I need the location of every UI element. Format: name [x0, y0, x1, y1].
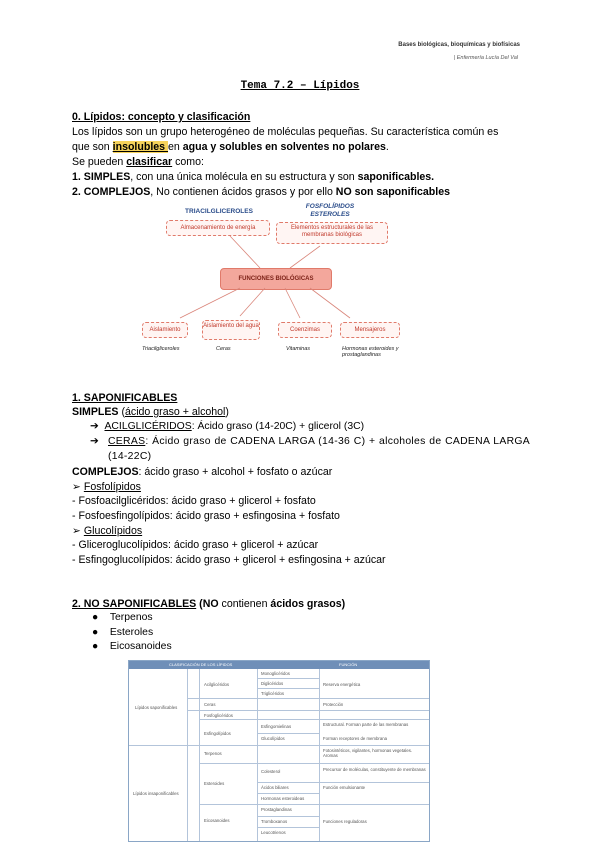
section1-acilgliceridos: ➔ ACILGLICÉRIDOS: Ácido graso (14-20C) + glicerol (3C): [90, 421, 365, 432]
diagram-box-center: FUNCIONES BIOLÓGICAS: [220, 268, 332, 290]
section2-list-item: ● Eicosanoides: [92, 641, 172, 652]
section0-heading: 0. Lípidos: concepto y clasificación: [72, 111, 251, 123]
arrow-to-energy: [230, 236, 260, 268]
section1-fosfo-1: - Fosfoacilglicéridos: ácido graso + glicerol + fosfato: [72, 495, 316, 507]
table-cell: Función emulsionante: [323, 785, 366, 790]
table-cell: Esteroides: [204, 781, 225, 786]
table-cell: Lípidos saponificables: [135, 705, 178, 710]
diagram-sub-ceras: Ceras: [216, 346, 231, 352]
table-header-row: [129, 661, 429, 669]
table-cell: Estructural. Forman parte de las membranas: [323, 722, 409, 727]
section1-ceras: ➔ CERAS: Ácido graso de CADENA LARGA (14-36 C) + alcoholes de CADENA LARGA (14-22C): [90, 435, 530, 465]
table-cell: Funciones reguladoras: [323, 819, 367, 824]
table-cell: Triglicéridos: [261, 691, 285, 696]
arrow-to-structural: [290, 246, 320, 268]
course-header: Bases biológicas, bioquímicas y biofísicas: [398, 42, 520, 48]
section1-simples: SIMPLES (ácido graso + alcohol): [72, 406, 229, 418]
diagram-box-aislamiento: Aislamiento: [142, 322, 188, 338]
lipid-classification-table: [128, 660, 430, 842]
section1-heading: 1. SAPONIFICABLES: [72, 392, 178, 404]
diagram-label-triacilgliceroles: TRIACILGLICEROLES: [185, 208, 253, 215]
table-header-function: FUNCIÓN: [339, 662, 358, 667]
table-cell: Forman receptores de membrana: [323, 736, 388, 741]
table-cell: Terpenos: [204, 751, 222, 756]
section1-glucolipidos-heading: ➢ Glucolípidos: [72, 525, 143, 537]
table-cell: Glucolípidos: [261, 736, 285, 741]
table-cell: Ácidos biliares: [261, 785, 289, 790]
table-cell: Monoglicéridos: [261, 671, 290, 676]
arrow-icon: ➔: [90, 436, 99, 447]
table-cell: Ceras: [204, 702, 216, 707]
table-cell: Leucotrienos: [261, 830, 286, 835]
diagram-label-esteroles: ESTEROLES: [310, 211, 350, 218]
section1-gluco-2: - Esfingoglucolípidos: ácido graso + glicerol + esfingosina + azúcar: [72, 554, 386, 566]
diagram-box-mensajeros: Mensajeros: [340, 322, 400, 338]
section2-list-item: ● Terpenos: [92, 612, 153, 623]
diagram-sub-vitaminas: Vitaminas: [286, 346, 311, 352]
table-cell: Diglicéridos: [261, 681, 284, 686]
table-cell: Hormonas esteroideas: [261, 796, 305, 801]
section1-gluco-1: - Gliceroglucolípidos: ácido graso + glicerol + azúcar: [72, 539, 319, 551]
section0-list-complejos: 2. COMPLEJOS, No contienen ácidos grasos y por ello NO son saponificables: [72, 186, 451, 198]
arrow-to-mensajeros: [310, 288, 350, 318]
table-cell: Precursor de moléculas, constituyente de membranas: [323, 767, 426, 772]
section0-list-simples: 1. SIMPLES, con una única molécula en su estructura y son saponificables.: [72, 171, 435, 183]
diagram-label-fosfolipidos: FOSFOLÍPIDOS: [305, 203, 355, 210]
arrow-to-coenzimas: [285, 288, 300, 318]
diagram-arrows: [140, 202, 430, 362]
arrow-to-agua: [240, 288, 265, 316]
table-cell: Esfingomielinas: [261, 724, 292, 729]
table-cell: Lípidos insaponificables: [133, 791, 179, 796]
table-cell: Tromboxanos: [261, 819, 288, 824]
diagram-sub-hormonas: Hormonas esteroides y prostaglandinas: [342, 346, 399, 358]
table-cell: Acilglicéridos: [204, 682, 230, 687]
table-cell: Protección: [323, 702, 344, 707]
table-cell: Fosfoglicéridos: [204, 713, 233, 718]
section0-paragraph-2: que son insolubles en agua y solubles en solventes no polares.: [72, 141, 389, 153]
triangle-bullet-icon: ➢: [72, 525, 81, 537]
section2-heading: 2. NO SAPONIFICABLES (NO contienen ácidos grasos): [72, 598, 346, 610]
section2-list-item: ● Esteroles: [92, 627, 154, 638]
diagram-box-structural: Elementos estructurales de las membranas biológicas: [276, 222, 388, 244]
diagram-box-energy: Almacenamiento de energía: [166, 220, 270, 236]
table-header-classification: CLASIFICACIÓN DE LOS LÍPIDOS: [169, 662, 233, 667]
arrow-to-aislamiento: [180, 288, 240, 318]
table-cell: Colesterol: [261, 769, 281, 774]
author-header: | Enfermería Lucía Del Val: [453, 55, 518, 61]
lipid-functions-diagram: [140, 202, 430, 362]
section0-paragraph-1: Los lípidos son un grupo heterogéneo de moléculas pequeñas. Su característica común es: [72, 126, 499, 138]
section1-fosfo-2: - Fosfoesfingolípidos: ácido graso + esfingosina + fosfato: [72, 510, 340, 522]
section0-paragraph-3: Se pueden clasificar como:: [72, 156, 204, 168]
diagram-box-coenzimas: Coenzimas: [278, 322, 332, 338]
diagram-box-agua: Aislamiento del agua: [202, 320, 260, 340]
triangle-bullet-icon: ➢: [72, 481, 81, 493]
table-cell: Prostaglandinas: [261, 807, 292, 812]
section1-fosfolipidos-heading: ➢ Fosfolípidos: [72, 481, 141, 493]
table-cell: Fotosintéticos, vigilantes, hormonas vegetales. Aromas: [323, 748, 413, 758]
page-title: Tema 7.2 – Lípidos: [240, 80, 360, 92]
section1-complejos: COMPLEJOS: ácido graso + alcohol + fosfato o azúcar: [72, 466, 333, 478]
diagram-sub-triacilgliceroles: Triacilgliceroles: [142, 346, 180, 352]
arrow-icon: ➔: [90, 421, 99, 432]
table-cell: Reserva energética: [323, 682, 361, 687]
table-cell: Eicosanoides: [204, 818, 230, 823]
table-cell: Esfingolípidos: [204, 731, 231, 736]
